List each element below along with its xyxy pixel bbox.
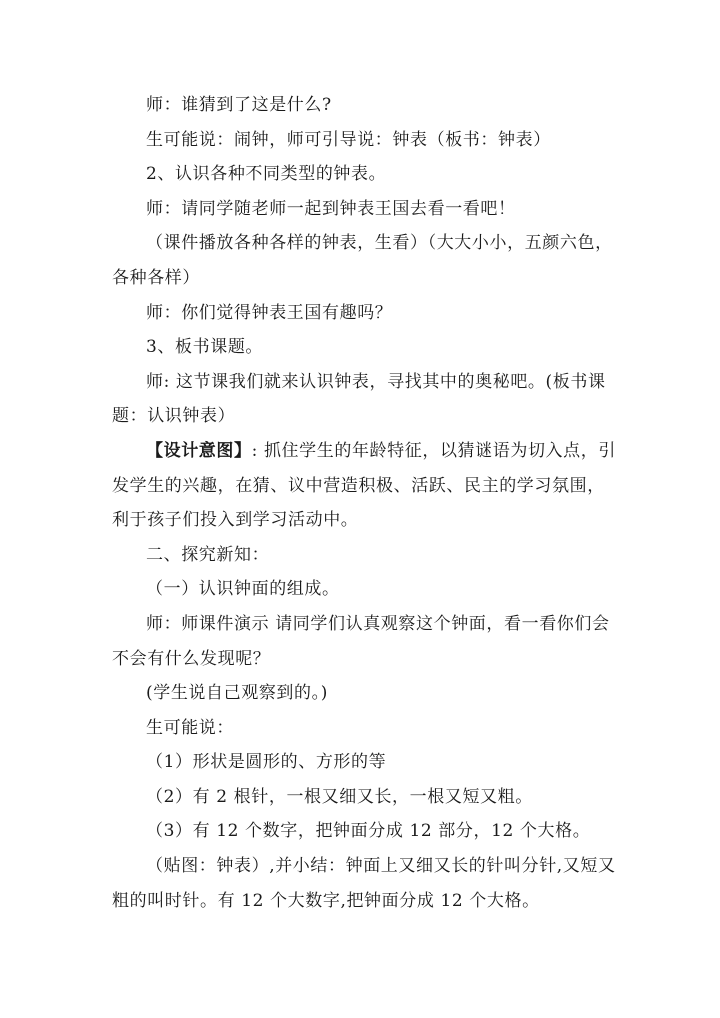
section-heading: 二、探究新知： [146, 544, 270, 565]
design-intent-label: 【设计意图】 [146, 440, 252, 461]
list-item: （2）有 2 根针，一根又细又长，一根又短又粗。 [146, 786, 533, 807]
list-item: （1）形状是圆形的、方形的等 [146, 752, 387, 773]
paragraph: （贴图：钟表）,并小结：钟面上又细又长的针叫分针,又短又粗的叫时针。有 12 个大数字,把钟面分成 12 个大格。 [112, 856, 616, 911]
paragraph: 师：师课件演示 请同学们认真观察这个钟面，看一看你们会不会有什么发现呢？ [112, 613, 610, 669]
paragraph: 2、认识各种不同类型的钟表。 [146, 164, 387, 185]
paragraph: 3、板书课题。 [146, 337, 264, 358]
paragraph: 师：请同学随老师一起到钟表王国去看一看吧！ [146, 198, 516, 219]
paragraph: （课件播放各种各样的钟表，生看）（大大小小，五颜六色，各种各样） [112, 233, 613, 288]
paragraph: (学生说自己观察到的。) [146, 683, 328, 704]
subsection-heading: （一）认识钟面的组成。 [146, 579, 340, 600]
paragraph: 师: 这节课我们就来认识钟表，寻找其中的奥秘吧。(板书课题：认识钟表） [112, 371, 606, 427]
list-item: （3）有 12 个数字，把钟面分成 12 部分，12 个大格。 [146, 821, 591, 842]
design-intent-paragraph [112, 434, 622, 538]
paragraph: 师：你们觉得钟表王国有趣吗？ [146, 302, 393, 323]
paragraph: 师：谁猜到了这是什么? [146, 95, 332, 115]
paragraph: 生可能说： [146, 717, 234, 738]
document-body [112, 88, 622, 918]
paragraph: 生可能说：闹钟，师可引导说：钟表（板书：钟表） [146, 129, 551, 150]
design-intent-text: : 抓住学生的年龄特征，以猜谜语为切入点，引发学生的兴趣，在猜、议中营造积极、活跃、民主的学习氛围，利于孩子们投入到学习活动中。 [112, 440, 616, 531]
